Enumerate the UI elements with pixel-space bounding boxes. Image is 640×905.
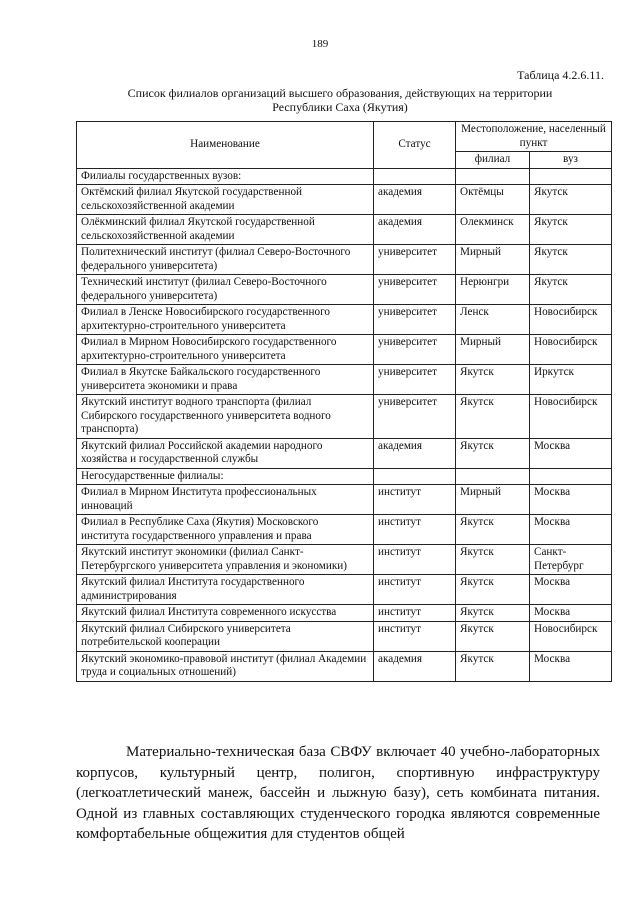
table-row bbox=[77, 575, 612, 605]
table-row bbox=[77, 335, 612, 365]
table-row bbox=[77, 485, 612, 515]
cell-branch: Якутск bbox=[456, 365, 530, 395]
cell-status: университет bbox=[374, 275, 456, 305]
cell-branch: Ленск bbox=[456, 305, 530, 335]
cell-name: Якутский институт водного транспорта (филиал Сибирского государственного университета водного транспорта) bbox=[77, 395, 374, 439]
cell-name: Якутский филиал Сибирского университета потребительской кооперации bbox=[77, 621, 374, 651]
table-row bbox=[77, 395, 612, 439]
empty-cell bbox=[530, 468, 612, 485]
cell-branch: Якутск bbox=[456, 438, 530, 468]
table-title bbox=[70, 86, 610, 114]
section-row bbox=[77, 468, 612, 485]
cell-branch: Октёмцы bbox=[456, 185, 530, 215]
cell-branch: Якутск bbox=[456, 621, 530, 651]
cell-university: Москва bbox=[530, 515, 612, 545]
cell-university: Москва bbox=[530, 575, 612, 605]
cell-status: университет bbox=[374, 335, 456, 365]
cell-university: Новосибирск bbox=[530, 395, 612, 439]
cell-status: университет bbox=[374, 395, 456, 439]
cell-branch: Олекминск bbox=[456, 215, 530, 245]
body-paragraph: Материально-техническая база СВФУ включает 40 учебно-лабораторных корпусов, культурный центр, полигон, спортивную инфраструктуру (легкоатлетический манеж, бассейн и лыжную базу), сеть комбината питания. Одной из главных составляющих студенческого городка являются современные комфортабельные общежития для студентов общей bbox=[76, 744, 600, 842]
table-row bbox=[77, 365, 612, 395]
cell-status: академия bbox=[374, 185, 456, 215]
table-row bbox=[77, 515, 612, 545]
cell-name: Филиал в Мирном Новосибирского государственного архитектурно-строительного университета bbox=[77, 335, 374, 365]
table-row bbox=[77, 438, 612, 468]
cell-name: Олёкминский филиал Якутской государственной сельскохозяйственной академии bbox=[77, 215, 374, 245]
table-header-row bbox=[77, 122, 612, 152]
cell-name: Филиал в Ленске Новосибирского государственного архитектурно-строительного университета bbox=[77, 305, 374, 335]
header-name: Наименование bbox=[77, 122, 374, 169]
empty-cell bbox=[530, 168, 612, 185]
cell-branch: Якутск bbox=[456, 575, 530, 605]
table-number: Таблица 4.2.6.11. bbox=[517, 68, 604, 82]
cell-status: институт bbox=[374, 605, 456, 622]
cell-name: Октёмский филиал Якутской государственной сельскохозяйственной академии bbox=[77, 185, 374, 215]
cell-branch: Нерюнгри bbox=[456, 275, 530, 305]
cell-university: Якутск bbox=[530, 245, 612, 275]
table-row bbox=[77, 651, 612, 681]
cell-branch: Якутск bbox=[456, 515, 530, 545]
table-row bbox=[77, 185, 612, 215]
header-location: Местоположение, населенный пункт bbox=[456, 122, 612, 152]
header-branch: филиал bbox=[456, 152, 530, 169]
cell-status: институт bbox=[374, 545, 456, 575]
cell-status: университет bbox=[374, 245, 456, 275]
cell-branch: Якутск bbox=[456, 605, 530, 622]
cell-name: Технический институт (филиал Северо-Восточного федерального университета) bbox=[77, 275, 374, 305]
cell-name: Филиал в Мирном Института профессиональных инноваций bbox=[77, 485, 374, 515]
cell-university: Якутск bbox=[530, 185, 612, 215]
table-row bbox=[77, 621, 612, 651]
cell-branch: Мирный bbox=[456, 335, 530, 365]
cell-university: Новосибирск bbox=[530, 305, 612, 335]
cell-university: Москва bbox=[530, 651, 612, 681]
section-title: Негосударственные филиалы: bbox=[77, 468, 374, 485]
section-row bbox=[77, 168, 612, 185]
cell-university: Москва bbox=[530, 438, 612, 468]
header-university: вуз bbox=[530, 152, 612, 169]
header-status: Статус bbox=[374, 122, 456, 169]
cell-university: Иркутск bbox=[530, 365, 612, 395]
cell-status: академия bbox=[374, 215, 456, 245]
empty-cell bbox=[456, 168, 530, 185]
cell-name: Якутский филиал Института государственного администрирования bbox=[77, 575, 374, 605]
cell-status: университет bbox=[374, 365, 456, 395]
table-row bbox=[77, 215, 612, 245]
table-row bbox=[77, 545, 612, 575]
cell-status: институт bbox=[374, 515, 456, 545]
cell-university: Новосибирск bbox=[530, 621, 612, 651]
cell-branch: Якутск bbox=[456, 545, 530, 575]
table-body bbox=[77, 168, 612, 681]
cell-name: Якутский филиал Института современного искусства bbox=[77, 605, 374, 622]
empty-cell bbox=[374, 168, 456, 185]
branches-table bbox=[76, 121, 612, 682]
cell-university: Санкт-Петербург bbox=[530, 545, 612, 575]
table-row bbox=[77, 275, 612, 305]
cell-name: Филиал в Якутске Байкальского государственного университета экономики и права bbox=[77, 365, 374, 395]
cell-university: Москва bbox=[530, 485, 612, 515]
cell-name: Филиал в Республике Саха (Якутия) Московского института государственного управления и права bbox=[77, 515, 374, 545]
cell-status: институт bbox=[374, 485, 456, 515]
table-row bbox=[77, 245, 612, 275]
table-row bbox=[77, 605, 612, 622]
section-title: Филиалы государственных вузов: bbox=[77, 168, 374, 185]
cell-status: университет bbox=[374, 305, 456, 335]
table-title-line-2: Республики Саха (Якутия) bbox=[272, 100, 408, 114]
cell-status: академия bbox=[374, 438, 456, 468]
cell-university: Москва bbox=[530, 605, 612, 622]
cell-university: Якутск bbox=[530, 275, 612, 305]
empty-cell bbox=[456, 468, 530, 485]
empty-cell bbox=[374, 468, 456, 485]
cell-branch: Якутск bbox=[456, 651, 530, 681]
cell-status: институт bbox=[374, 621, 456, 651]
cell-branch: Мирный bbox=[456, 245, 530, 275]
table-title-line-1: Список филиалов организаций высшего образования, действующих на территории bbox=[127, 86, 553, 100]
cell-branch: Мирный bbox=[456, 485, 530, 515]
cell-status: институт bbox=[374, 575, 456, 605]
cell-name: Якутский институт экономики (филиал Санкт-Петербургского университета управления и экономики) bbox=[77, 545, 374, 575]
cell-university: Якутск bbox=[530, 215, 612, 245]
table-row bbox=[77, 305, 612, 335]
page-number: 189 bbox=[311, 38, 329, 50]
cell-status: академия bbox=[374, 651, 456, 681]
cell-university: Новосибирск bbox=[530, 335, 612, 365]
cell-name: Якутский филиал Российской академии народного хозяйства и государственной службы bbox=[77, 438, 374, 468]
cell-name: Якутский экономико-правовой институт (филиал Академии труда и социальных отношений) bbox=[77, 651, 374, 681]
cell-branch: Якутск bbox=[456, 395, 530, 439]
cell-name: Политехнический институт (филиал Северо-Восточного федерального университета) bbox=[77, 245, 374, 275]
